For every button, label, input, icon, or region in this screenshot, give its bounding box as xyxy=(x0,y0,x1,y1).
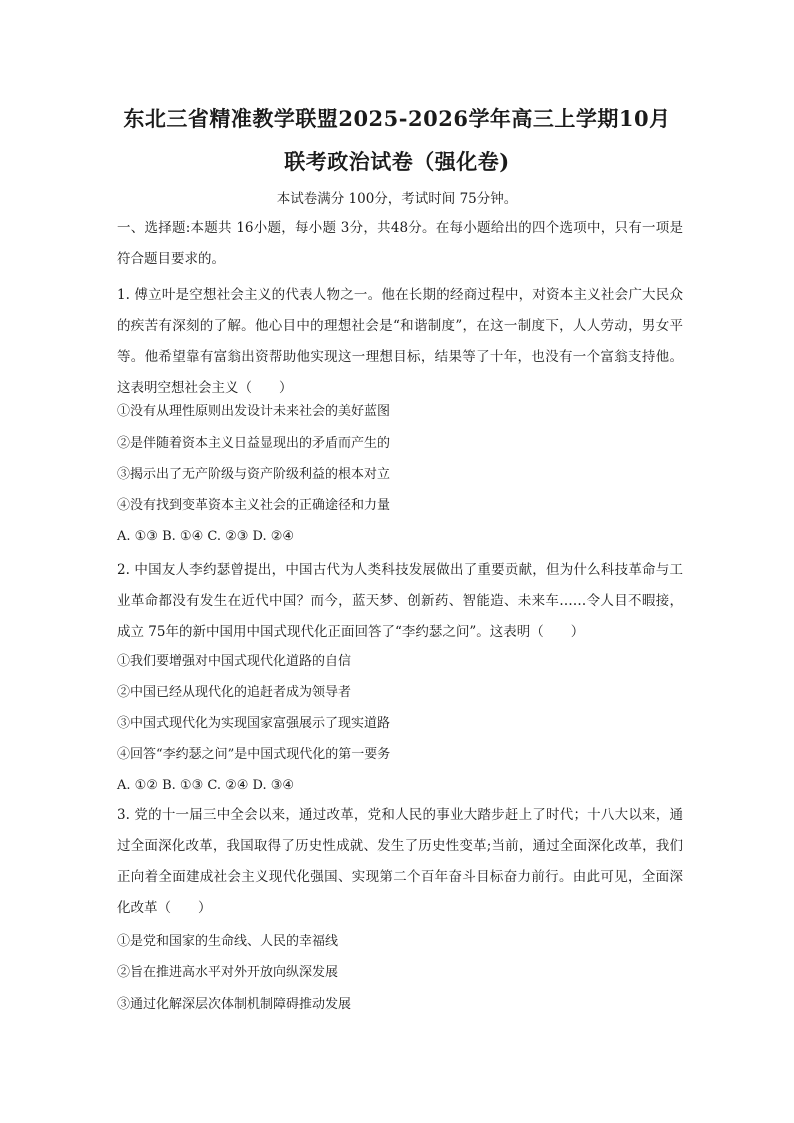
question-3-option-1: ①是党和国家的生命线、人民的幸福线 xyxy=(117,934,339,949)
exam-title-line1: 东北三省精准教学联盟2025-2026学年高三上学期10月 xyxy=(123,106,671,131)
question-3-option-3: ③通过化解深层次体制机制障碍推动发展 xyxy=(117,997,352,1012)
question-2-stem: 2. 中国友人李约瑟曾提出，中国古代为人类科技发展做出了重要贡献，但为什么科技革命与工业革命都没有发生在近代中国？而今，蓝天梦、创新药、智能造、未来车……令人目不暇接，成立 75年的新中国用中国式现代化正面回答了“李约瑟之问”。这表明（ ） xyxy=(117,562,683,640)
question-1-option-3: ③揭示出了无产阶级与资产阶级利益的根本对立 xyxy=(117,467,391,482)
question-1-option-2: ②是伴随着资本主义日益显现出的矛盾而产生的 xyxy=(117,436,391,451)
exam-title-line2: 联考政治试卷（强化卷) xyxy=(284,149,510,174)
question-2-choices: A. ①② B. ①③ C. ②④ D. ③④ xyxy=(117,778,295,793)
section-heading: 一、选择题:本题共 16小题，每小题 3分，共48分。在每小题给出的四个选项中，只有一项是符合题目要求的。 xyxy=(117,220,683,267)
question-2-option-3: ③中国式现代化为实现国家富强展示了现实道路 xyxy=(117,716,391,731)
question-3-stem: 3. 党的十一届三中全会以来，通过改革，党和人民的事业大踏步赶上了时代；十八大以来，通过全面深化改革，我国取得了历史性成就、发生了历史性变革;当前，通过全面深化改革，我们正向着全面建成社会主义现代化强国、实现第二个百年奋斗目标奋力前行。由此可见，全面深化改革（ ） xyxy=(117,807,683,916)
question-1-option-4: ④没有找到变革资本主义社会的正确途径和力量 xyxy=(117,498,391,513)
exam-info: 本试卷满分 100分，考试时间 75分钟。 xyxy=(276,191,518,207)
question-1-choices: A. ①③ B. ①④ C. ②③ D. ②④ xyxy=(117,529,295,544)
question-1-option-1: ①没有从理性原则出发设计未来社会的美好蓝图 xyxy=(117,404,391,419)
question-2-option-4: ④回答“李约瑟之问”是中国式现代化的第一要务 xyxy=(117,747,391,762)
question-2-option-1: ①我们要增强对中国式现代化道路的自信 xyxy=(117,654,352,669)
question-3-option-2: ②旨在推进高水平对外开放向纵深发展 xyxy=(117,965,339,980)
question-2-option-2: ②中国已经从现代化的追赶者成为领导者 xyxy=(117,685,352,700)
question-1-stem: 1. 傅立叶是空想社会主义的代表人物之一。他在长期的经商过程中，对资本主义社会广大民众的疾苦有深刻的了解。他心目中的理想社会是“和谐制度”，在这一制度下，人人劳动，男女平等。他希望靠有富翁出资帮助他实现这一理想目标，结果等了十年，也没有一个富翁支持他。这表明空想社会主义（ ） xyxy=(117,287,683,396)
